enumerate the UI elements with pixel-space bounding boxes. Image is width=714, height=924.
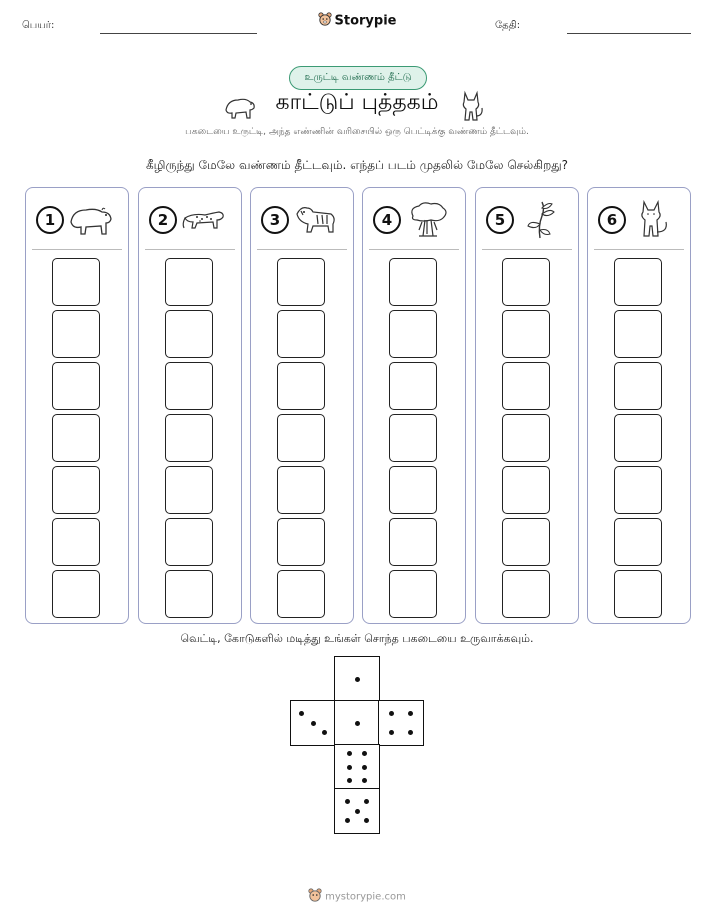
column-divider xyxy=(369,249,459,250)
column-number: 6 xyxy=(598,206,626,234)
column-divider xyxy=(594,249,684,250)
tiger-icon xyxy=(293,200,339,240)
wolf-title-icon xyxy=(456,90,486,124)
color-box[interactable] xyxy=(389,570,437,618)
color-box[interactable] xyxy=(614,414,662,462)
die-pip xyxy=(389,711,394,716)
color-box[interactable] xyxy=(165,414,213,462)
color-box[interactable] xyxy=(165,362,213,410)
die-face-4 xyxy=(378,700,424,746)
cut-instruction: வெட்டி, கோடுகளில் மடித்து உங்கள் சொந்த பகடையை உருவாக்கவும். xyxy=(180,632,534,645)
column-2 xyxy=(138,187,242,624)
die-face-5 xyxy=(334,788,380,834)
die-pip xyxy=(362,751,367,756)
color-box[interactable] xyxy=(165,310,213,358)
instruction-text: கீழிருந்து மேலே வண்ணம் தீட்டவும். எந்தப் படம் முதலில் மேலே செல்கிறது? xyxy=(145,158,569,172)
color-box[interactable] xyxy=(389,518,437,566)
die-pip xyxy=(345,818,350,823)
color-box[interactable] xyxy=(52,310,100,358)
color-box[interactable] xyxy=(389,310,437,358)
color-box[interactable] xyxy=(52,258,100,306)
color-box[interactable] xyxy=(502,258,550,306)
leopard-icon xyxy=(181,200,227,240)
color-box[interactable] xyxy=(614,466,662,514)
die-face-6 xyxy=(334,744,380,790)
die-pip xyxy=(322,730,327,735)
name-line xyxy=(100,33,257,34)
color-box[interactable] xyxy=(389,466,437,514)
column-number: 3 xyxy=(261,206,289,234)
die-pip xyxy=(311,721,316,726)
color-box[interactable] xyxy=(614,362,662,410)
color-box[interactable] xyxy=(277,570,325,618)
die-pip xyxy=(389,730,394,735)
die-pip xyxy=(347,778,352,783)
die-pip xyxy=(362,765,367,770)
color-box[interactable] xyxy=(277,414,325,462)
column-number: 1 xyxy=(36,206,64,234)
color-box[interactable] xyxy=(165,518,213,566)
die-pip xyxy=(364,818,369,823)
color-box[interactable] xyxy=(502,570,550,618)
die-pip xyxy=(408,730,413,735)
die-pip xyxy=(345,799,350,804)
wolf-icon xyxy=(630,200,676,240)
column-divider xyxy=(482,249,572,250)
color-box[interactable] xyxy=(614,258,662,306)
bear-icon xyxy=(68,200,114,240)
color-box[interactable] xyxy=(277,466,325,514)
footer-url: mystorypie.com xyxy=(325,891,406,903)
die-pip xyxy=(364,799,369,804)
color-box[interactable] xyxy=(502,362,550,410)
column-4 xyxy=(362,187,466,624)
die-pip xyxy=(355,721,360,726)
color-box[interactable] xyxy=(614,310,662,358)
color-box[interactable] xyxy=(502,310,550,358)
color-box[interactable] xyxy=(502,466,550,514)
die-face-1 xyxy=(334,700,380,746)
color-box[interactable] xyxy=(389,362,437,410)
color-box[interactable] xyxy=(277,362,325,410)
column-divider xyxy=(145,249,235,250)
color-box[interactable] xyxy=(277,258,325,306)
column-number: 2 xyxy=(149,206,177,234)
brand-name: Storypie xyxy=(334,13,397,29)
color-box[interactable] xyxy=(614,518,662,566)
date-line xyxy=(567,33,691,34)
subtitle: பகடையை உருட்டி, அந்த எண்ணின் வரிசையில் ஒரு பெட்டிக்கு வண்ணம் தீட்டவும். xyxy=(185,127,529,137)
color-box[interactable] xyxy=(165,466,213,514)
color-box[interactable] xyxy=(277,310,325,358)
die-pip xyxy=(347,751,352,756)
column-number: 4 xyxy=(373,206,401,234)
column-3 xyxy=(250,187,354,624)
bear-logo-icon xyxy=(318,12,332,30)
vine-icon xyxy=(518,200,564,240)
brand-logo xyxy=(0,12,714,30)
color-box[interactable] xyxy=(277,518,325,566)
page-title: காட்டுப் புத்தகம் xyxy=(275,90,439,115)
die-pip xyxy=(362,778,367,783)
color-box[interactable] xyxy=(389,258,437,306)
color-box[interactable] xyxy=(52,362,100,410)
color-box[interactable] xyxy=(502,414,550,462)
color-box[interactable] xyxy=(165,258,213,306)
die-pip xyxy=(299,711,304,716)
color-box[interactable] xyxy=(52,518,100,566)
column-divider xyxy=(32,249,122,250)
die-pip xyxy=(355,677,360,682)
color-box[interactable] xyxy=(52,414,100,462)
column-5 xyxy=(475,187,579,624)
column-6 xyxy=(587,187,691,624)
color-box[interactable] xyxy=(502,518,550,566)
date-label: தேதி: xyxy=(495,20,521,31)
color-box[interactable] xyxy=(614,570,662,618)
color-box[interactable] xyxy=(52,570,100,618)
color-box[interactable] xyxy=(165,570,213,618)
activity-pill: உருட்டி வண்ணம் தீட்டு xyxy=(289,66,427,90)
die-pip xyxy=(347,765,352,770)
bear-footer-icon xyxy=(308,888,322,905)
die-face-1 xyxy=(334,656,380,702)
die-face-3 xyxy=(290,700,336,746)
tree-icon xyxy=(405,200,451,240)
die-pip xyxy=(355,809,360,814)
die-pip xyxy=(408,711,413,716)
column-divider xyxy=(257,249,347,250)
name-label: பெயர்: xyxy=(22,20,55,31)
footer xyxy=(0,888,714,905)
color-box[interactable] xyxy=(52,466,100,514)
column-1 xyxy=(25,187,129,624)
color-box[interactable] xyxy=(389,414,437,462)
column-number: 5 xyxy=(486,206,514,234)
